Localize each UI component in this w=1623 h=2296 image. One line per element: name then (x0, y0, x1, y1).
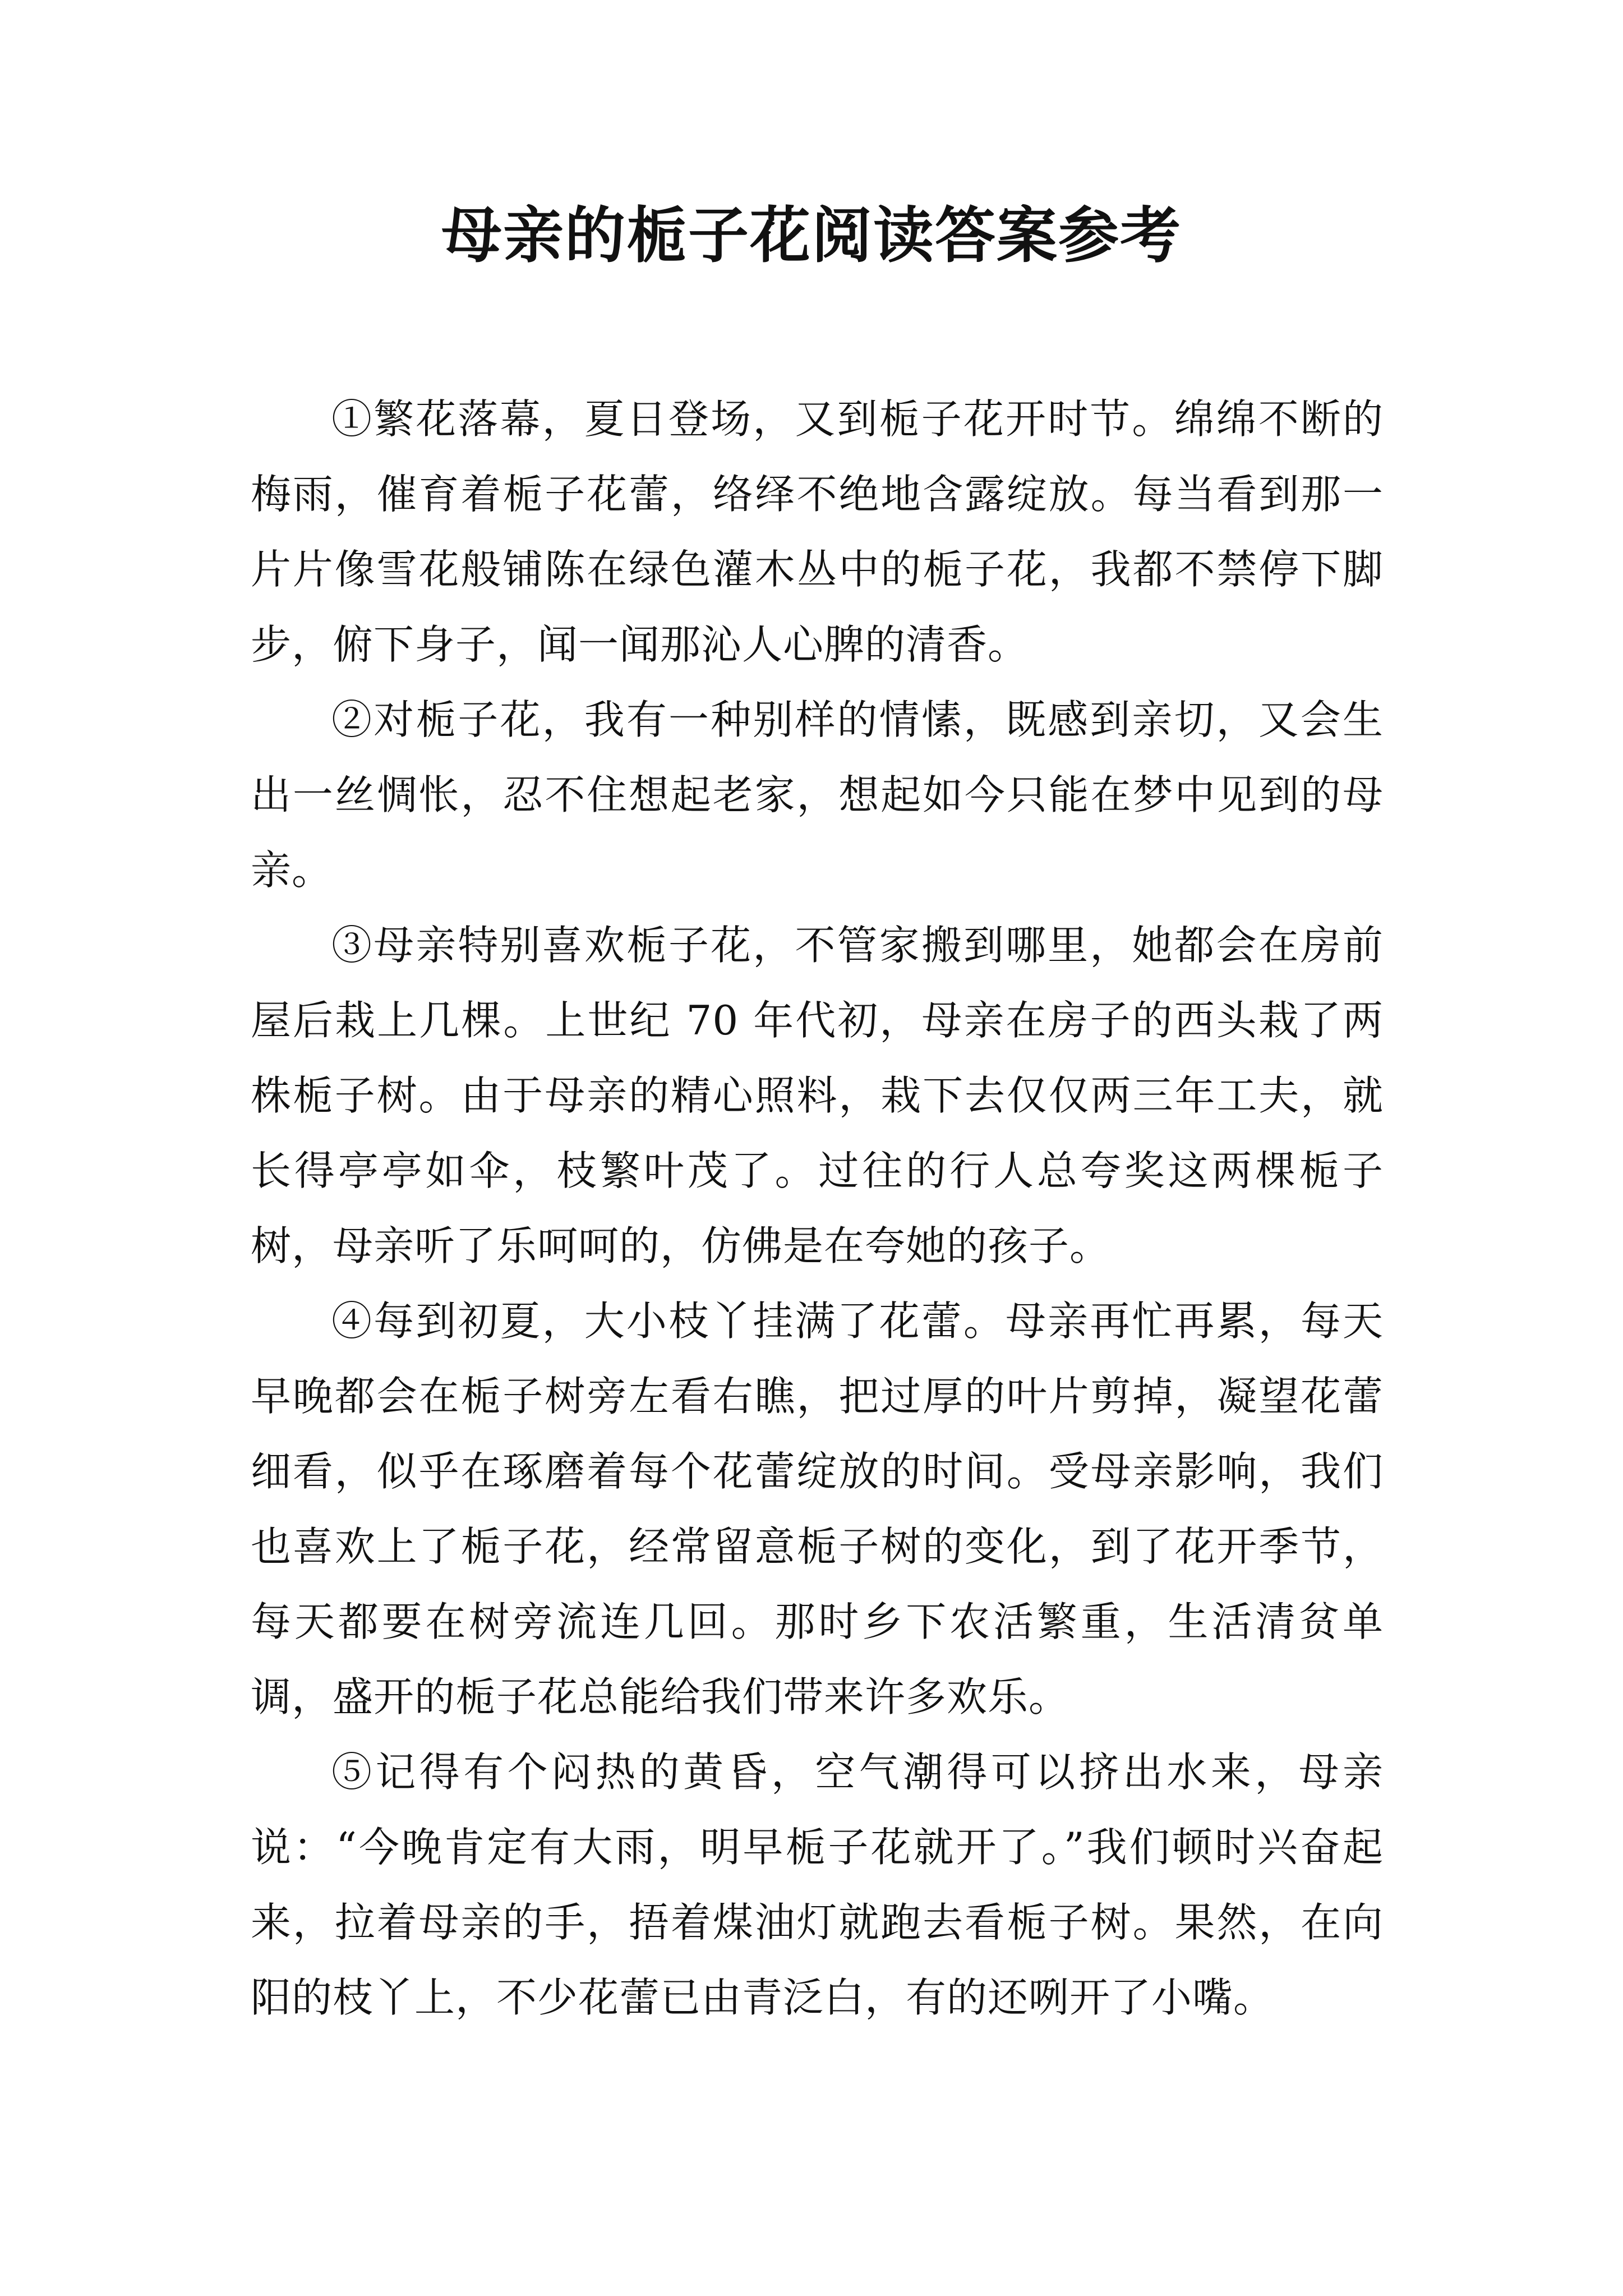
paragraph-4: ④每到初夏，大小枝丫挂满了花蕾。母亲再忙再累，每天早晚都会在栀子树旁左看右瞧，把过厚的叶片剪掉，凝望花蕾细看，似乎在琢磨着每个花蕾绽放的时间。受母亲影响，我们也喜欢上了栀子花，经常留意栀子树的变化，到了花开季节，每天都要在树旁流连几回。那时乡下农活繁重，生活清贫单调，盛开的栀子花总能给我们带来许多欢乐。 (251, 1297, 1384, 1720)
article-body (251, 381, 1384, 2035)
paragraph-3: ③母亲特别喜欢栀子花，不管家搬到哪里，她都会在房前屋后栽上几棵。上世纪 70 年代初，母亲在房子的西头栽了两株栀子树。由于母亲的精心照料，栽下去仅仅两三年工夫，就长得亭亭如伞，枝繁叶茂了。过往的行人总夸奖这两棵栀子树，母亲听了乐呵呵的，仿佛是在夸她的孩子。 (251, 922, 1384, 1269)
paragraph-2: ②对栀子花，我有一种别样的情愫，既感到亲切，又会生出一丝惆怅，忍不住想起老家，想起如今只能在梦中见到的母亲。 (251, 696, 1384, 894)
document-title: 母亲的栀子花阅读答案参考 (441, 200, 1182, 271)
paragraph-1: ①繁花落幕，夏日登场，又到栀子花开时节。绵绵不断的梅雨，催育着栀子花蕾，络绎不绝地含露绽放。每当看到那一片片像雪花般铺陈在绿色灌木丛中的栀子花，我都不禁停下脚步，俯下身子，闻一闻那沁人心脾的清香。 (251, 395, 1384, 668)
paragraph-5: ⑤记得有个闷热的黄昏，空气潮得可以挤出水来，母亲说：“今晚肯定有大雨，明早栀子花就开了。”我们顿时兴奋起来，拉着母亲的手，捂着煤油灯就跑去看栀子树。果然，在向阳的枝丫上，不少花蕾已由青泛白，有的还咧开了小嘴。 (251, 1749, 1384, 2021)
